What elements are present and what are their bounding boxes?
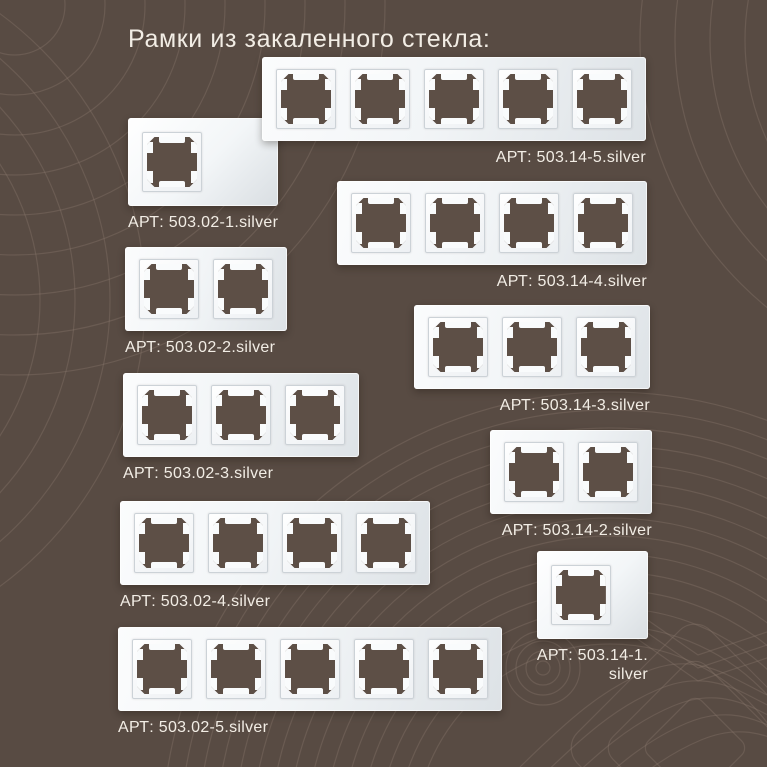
mount-clip — [260, 395, 266, 407]
mount-clip — [622, 232, 628, 244]
mount-clip — [583, 452, 589, 464]
mount-clip — [625, 356, 631, 368]
mount-clip — [186, 395, 192, 407]
mount-clip — [429, 79, 435, 91]
mount-clip — [218, 298, 224, 310]
page-title: Рамки из закаленного стекла: — [128, 24, 491, 53]
mount-clip — [433, 678, 439, 690]
mount-clip — [551, 356, 557, 368]
mount-clip — [144, 298, 150, 310]
mount-clip — [257, 523, 263, 535]
mount-clip — [213, 552, 219, 564]
article-label: АРТ: 503.14-3.silver — [499, 397, 650, 414]
article-label: АРТ: 503.02-2.silver — [125, 339, 276, 356]
mount-clip — [331, 523, 337, 535]
mount-clip — [325, 108, 331, 120]
frame-3-gang-photo — [123, 373, 359, 457]
mount-clip — [433, 356, 439, 368]
mount-clip — [627, 481, 633, 493]
mount-clip — [474, 203, 480, 215]
mount-clip — [433, 327, 439, 339]
frame-4-gang-photo — [337, 181, 647, 265]
mount-clip — [213, 523, 219, 535]
frame-window — [498, 69, 558, 129]
mount-clip — [290, 395, 296, 407]
frame-window — [280, 639, 340, 699]
mount-clip — [285, 678, 291, 690]
mount-clip — [139, 552, 145, 564]
frame-opening — [578, 198, 628, 248]
frame-4-gang-photo — [120, 501, 430, 585]
frame-window — [276, 69, 336, 129]
mount-clip — [361, 552, 367, 564]
frame-window — [134, 513, 194, 573]
article-label — [537, 646, 648, 684]
mount-clip — [356, 203, 362, 215]
frame-window — [213, 259, 273, 319]
frame-opening — [142, 390, 192, 440]
mount-clip — [403, 678, 409, 690]
frame-window — [208, 513, 268, 573]
mount-clip — [577, 108, 583, 120]
product-503-02-3-silver — [123, 373, 359, 483]
mount-clip — [188, 298, 194, 310]
article-label: АРТ: 503.02-5.silver — [118, 719, 269, 736]
mount-clip — [211, 678, 217, 690]
frame-opening — [430, 198, 480, 248]
mount-clip — [504, 232, 510, 244]
article-label: АРТ: 503.14-5.silver — [495, 149, 646, 166]
mount-clip — [356, 232, 362, 244]
frame-window — [142, 132, 202, 192]
mount-clip — [553, 481, 559, 493]
mount-clip — [474, 232, 480, 244]
frame-opening — [285, 644, 335, 694]
mount-clip — [578, 203, 584, 215]
frame-window — [428, 639, 488, 699]
mount-clip — [405, 523, 411, 535]
mount-clip — [473, 108, 479, 120]
mount-clip — [331, 552, 337, 564]
frame-window — [137, 385, 197, 445]
frame-opening — [433, 322, 483, 372]
mount-clip — [473, 79, 479, 91]
frame-window — [282, 513, 342, 573]
mount-clip — [553, 452, 559, 464]
frame-opening — [433, 644, 483, 694]
mount-clip — [216, 395, 222, 407]
frame-window — [572, 69, 632, 129]
frame-opening — [581, 322, 631, 372]
frame-opening — [218, 264, 268, 314]
mount-clip — [262, 269, 268, 281]
frame-window — [211, 385, 271, 445]
mount-clip — [509, 481, 515, 493]
frame-opening — [556, 570, 606, 620]
mount-clip — [329, 649, 335, 661]
frame-window — [425, 193, 485, 253]
product-503-14-5-silver — [262, 57, 646, 167]
frame-1-gang-photo — [128, 118, 278, 206]
mount-clip — [400, 232, 406, 244]
frame-window — [573, 193, 633, 253]
mount-clip — [361, 523, 367, 535]
frame-window — [139, 259, 199, 319]
mount-clip — [477, 649, 483, 661]
mount-clip — [218, 269, 224, 281]
article-label: АРТ: 503.02-4.silver — [120, 593, 271, 610]
mount-clip — [581, 327, 587, 339]
mount-clip — [285, 649, 291, 661]
frame-opening — [144, 264, 194, 314]
mount-clip — [359, 678, 365, 690]
mount-clip — [433, 649, 439, 661]
frame-2-gang-photo — [490, 430, 652, 514]
mount-clip — [181, 649, 187, 661]
frame-opening — [359, 644, 409, 694]
mount-clip — [429, 108, 435, 120]
mount-clip — [430, 203, 436, 215]
mount-clip — [547, 108, 553, 120]
frame-opening — [429, 74, 479, 124]
mount-clip — [399, 108, 405, 120]
frame-5-gang-photo — [262, 57, 646, 141]
mount-clip — [503, 108, 509, 120]
mount-clip — [477, 327, 483, 339]
product-503-14-1-silver — [537, 551, 648, 684]
frame-opening — [287, 518, 337, 568]
frame-window — [551, 565, 611, 625]
mount-clip — [188, 269, 194, 281]
mount-clip — [216, 424, 222, 436]
mount-clip — [581, 356, 587, 368]
mount-clip — [621, 108, 627, 120]
mount-clip — [551, 327, 557, 339]
mount-clip — [142, 395, 148, 407]
frame-window — [504, 442, 564, 502]
product-503-02-2-silver — [125, 247, 287, 357]
frame-opening — [361, 518, 411, 568]
mount-clip — [509, 452, 515, 464]
frame-opening — [213, 518, 263, 568]
frame-opening — [211, 644, 261, 694]
mount-clip — [399, 79, 405, 91]
frame-opening — [355, 74, 405, 124]
mount-clip — [281, 79, 287, 91]
frame-window — [428, 317, 488, 377]
product-503-02-5-silver — [118, 627, 502, 737]
frame-opening — [216, 390, 266, 440]
frame-window — [424, 69, 484, 129]
mount-clip — [625, 327, 631, 339]
frame-window — [354, 639, 414, 699]
mount-clip — [144, 269, 150, 281]
product-503-02-4-silver — [120, 501, 430, 611]
mount-clip — [325, 79, 331, 91]
mount-clip — [181, 678, 187, 690]
frame-opening — [583, 447, 633, 497]
frame-window — [578, 442, 638, 502]
frame-opening — [577, 74, 627, 124]
mount-clip — [262, 298, 268, 310]
product-503-14-2-silver — [490, 430, 652, 540]
frame-window — [576, 317, 636, 377]
mount-clip — [507, 356, 513, 368]
mount-clip — [147, 142, 153, 154]
mount-clip — [600, 604, 606, 616]
mount-clip — [183, 523, 189, 535]
mount-clip — [403, 649, 409, 661]
mount-clip — [355, 79, 361, 91]
mount-clip — [255, 678, 261, 690]
frame-3-gang-photo — [414, 305, 650, 389]
article-label: АРТ: 503.14-4.silver — [496, 273, 647, 290]
frame-5-gang-photo — [118, 627, 502, 711]
mount-clip — [430, 232, 436, 244]
mount-clip — [621, 79, 627, 91]
frame-opening — [281, 74, 331, 124]
mount-clip — [191, 171, 197, 183]
frame-window — [206, 639, 266, 699]
mount-clip — [255, 649, 261, 661]
mount-clip — [627, 452, 633, 464]
frame-opening — [147, 137, 197, 187]
mount-clip — [355, 108, 361, 120]
mount-clip — [260, 424, 266, 436]
frame-window — [285, 385, 345, 445]
mount-clip — [137, 678, 143, 690]
article-label: АРТ: 503.02-1.silver — [128, 214, 279, 231]
mount-clip — [600, 575, 606, 587]
frame-opening — [290, 390, 340, 440]
frame-opening — [356, 198, 406, 248]
mount-clip — [548, 232, 554, 244]
article-label-line2: silver — [608, 666, 648, 683]
frame-opening — [504, 198, 554, 248]
mount-clip — [290, 424, 296, 436]
frame-opening — [139, 518, 189, 568]
mount-clip — [334, 424, 340, 436]
frame-opening — [137, 644, 187, 694]
mount-clip — [577, 79, 583, 91]
frame-opening — [507, 322, 557, 372]
mount-clip — [257, 552, 263, 564]
mount-clip — [183, 552, 189, 564]
frame-window — [351, 193, 411, 253]
frame-window — [132, 639, 192, 699]
mount-clip — [139, 523, 145, 535]
mount-clip — [507, 327, 513, 339]
mount-clip — [400, 203, 406, 215]
article-label: АРТ: 503.02-3.silver — [123, 465, 274, 482]
mount-clip — [334, 395, 340, 407]
mount-clip — [583, 481, 589, 493]
frame-window — [356, 513, 416, 573]
product-503-14-4-silver — [337, 181, 647, 291]
mount-clip — [622, 203, 628, 215]
mount-clip — [578, 232, 584, 244]
mount-clip — [186, 424, 192, 436]
mount-clip — [137, 649, 143, 661]
mount-clip — [287, 552, 293, 564]
frame-1-gang-photo — [537, 551, 648, 639]
mount-clip — [504, 203, 510, 215]
mount-clip — [191, 142, 197, 154]
article-label: АРТ: 503.14-2.silver — [501, 522, 652, 539]
mount-clip — [556, 604, 562, 616]
mount-clip — [503, 79, 509, 91]
mount-clip — [405, 552, 411, 564]
product-503-14-3-silver — [414, 305, 650, 415]
frame-opening — [509, 447, 559, 497]
mount-clip — [548, 203, 554, 215]
mount-clip — [287, 523, 293, 535]
mount-clip — [556, 575, 562, 587]
frame-2-gang-photo — [125, 247, 287, 331]
mount-clip — [281, 108, 287, 120]
mount-clip — [547, 79, 553, 91]
frame-window — [350, 69, 410, 129]
article-label-line1: АРТ: 503.14-1. — [536, 647, 648, 664]
product-503-02-1-silver — [128, 118, 278, 232]
mount-clip — [147, 171, 153, 183]
mount-clip — [477, 356, 483, 368]
frame-window — [499, 193, 559, 253]
mount-clip — [329, 678, 335, 690]
mount-clip — [142, 424, 148, 436]
mount-clip — [359, 649, 365, 661]
mount-clip — [477, 678, 483, 690]
frame-opening — [503, 74, 553, 124]
frame-window — [502, 317, 562, 377]
mount-clip — [211, 649, 217, 661]
